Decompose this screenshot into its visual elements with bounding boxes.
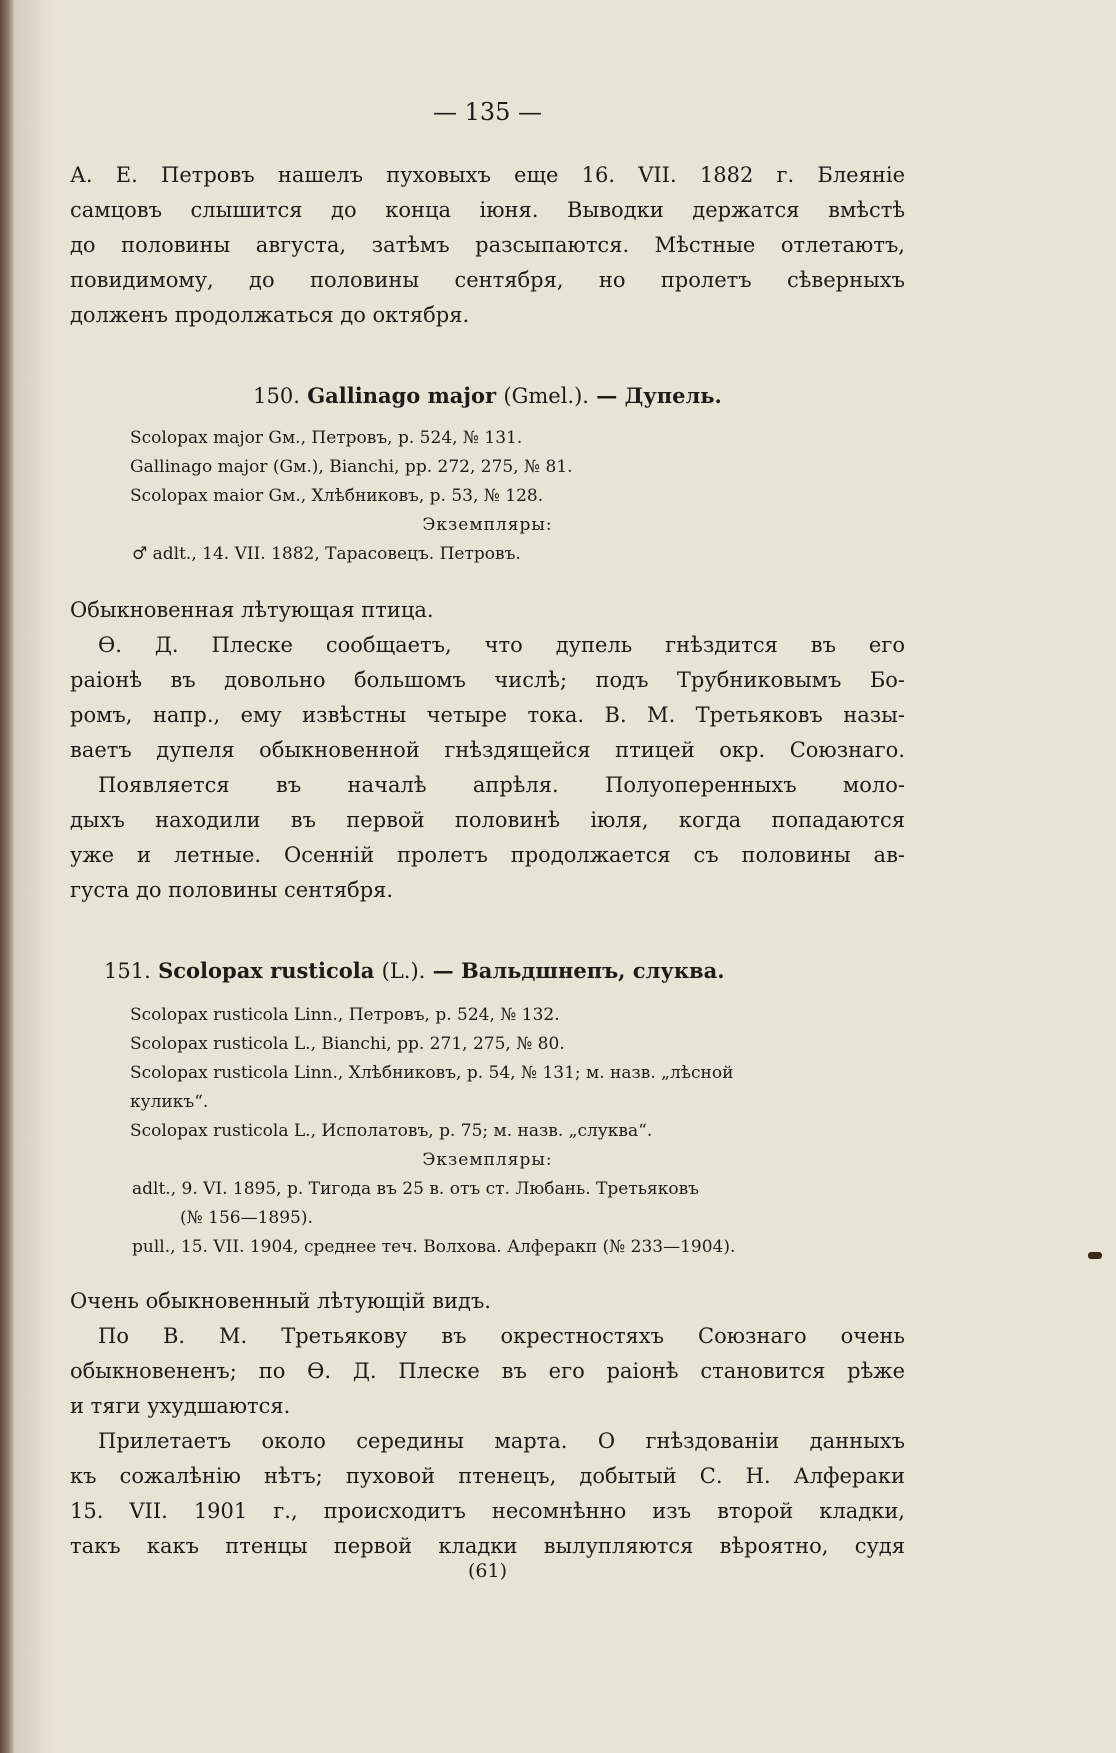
synonym-reference: Scolopax maior Gм., Хлѣбниковъ, p. 53, № 128. <box>130 486 544 506</box>
specimen-record: adlt., 9. VI. 1895, p. Тигода въ 25 в. отъ ст. Любань. Третьяковъ <box>132 1179 699 1199</box>
text-line: обыкновененъ; по Ѳ. Д. Плеске въ его раіонѣ становится рѣже <box>70 1359 905 1383</box>
synonym-reference: Scolopax rusticola Linn., Хлѣбниковъ, p. 54, № 131; м. назв. „лѣсной <box>130 1063 734 1083</box>
species-latin-name: Scolopax rusticola <box>158 958 375 983</box>
synonym-reference: Scolopax rusticola L., Исполатовъ, p. 75; м. назв. „слуква“. <box>130 1121 653 1141</box>
text-line: и тяги ухудшаются. <box>70 1394 291 1418</box>
page-footer-signature: (61) <box>467 1560 507 1582</box>
species-entry-150 <box>70 376 905 908</box>
text-line: А. Е. Петровъ нашелъ пуховыхъ еще 16. VII. 1882 г. Блеяніе <box>70 163 905 187</box>
synonym-reference: Scolopax major Gм., Петровъ, p. 524, № 131. <box>130 428 523 448</box>
species-number: 150. <box>253 384 300 408</box>
text-line: ваетъ дупеля обыкновенной гнѣздящейся птицей окр. Союзнаго. <box>70 738 905 762</box>
specimen-record: ♂ adlt., 14. VII. 1882, Тарасовецъ. Петровъ. <box>132 544 521 564</box>
text-line: самцовъ слышится до конца іюня. Выводки держатся вмѣстѣ <box>70 198 905 222</box>
synonym-reference: Gallinago major (Gм.), Bianchi, pp. 272, 275, № 81. <box>130 457 573 477</box>
text-line: долженъ продолжаться до октября. <box>70 303 470 327</box>
gutter-shadow <box>14 0 54 1753</box>
specimen-record: pull., 15. VII. 1904, среднее теч. Волхова. Алферакп (№ 233—1904). <box>132 1237 736 1257</box>
species-entry-151 <box>70 951 905 1564</box>
text-line: Обыкновенная лѣтующая птица. <box>70 598 434 622</box>
synonym-reference: Scolopax rusticola L., Bianchi, pp. 271, 275, № 80. <box>130 1034 565 1054</box>
text-line: раіонѣ въ довольно большомъ числѣ; подъ Трубниковымъ Бо- <box>70 668 905 692</box>
page-header-number: — 135 — <box>432 98 543 126</box>
text-line: дыхъ находили въ первой половинѣ іюля, когда попадаются <box>70 808 905 832</box>
margin-ink-mark <box>1088 1252 1102 1259</box>
species-latin-name: Gallinago major <box>307 383 497 408</box>
text-line: По В. М. Третьякову въ окрестностяхъ Союзнаго очень <box>98 1324 905 1348</box>
species-heading <box>70 376 905 416</box>
text-line: густа до половины сентября. <box>70 878 394 902</box>
text-line: Прилетаетъ около середины марта. О гнѣздованіи данныхъ <box>98 1429 905 1453</box>
book-spine <box>0 0 14 1753</box>
text-line: къ сожалѣнію нѣтъ; пуховой птенецъ, добытый С. Н. Алфераки <box>70 1464 905 1488</box>
text-line: ромъ, напр., ему извѣстны четыре тока. В. М. Третьяковъ назы- <box>70 703 905 727</box>
species-author: (Gmel.). <box>503 384 589 408</box>
text-line: 15. VII. 1901 г., происходитъ несомнѣнно изъ второй кладки, <box>70 1499 905 1523</box>
intro-paragraph <box>70 158 905 333</box>
specimen-record: (№ 156—1895). <box>180 1208 313 1228</box>
species-number: 151. <box>104 959 151 983</box>
species-common-name: — Дупель. <box>596 383 722 408</box>
synonym-reference: куликъ“. <box>130 1092 209 1112</box>
text-line: уже и летные. Осенній пролетъ продолжается съ половины ав- <box>70 843 905 867</box>
species-heading <box>70 951 905 991</box>
specimens-label: Экземпляры: <box>422 515 553 535</box>
text-line: Ѳ. Д. Плеске сообщаетъ, что дупель гнѣздится въ его <box>98 633 905 657</box>
species-common-name: — Вальдшнепъ, слуква. <box>432 958 725 983</box>
text-line: Появляется въ началѣ апрѣля. Полуоперенныхъ моло- <box>98 773 905 797</box>
specimens-label: Экземпляры: <box>422 1150 553 1170</box>
text-line: до половины августа, затѣмъ разсыпаются. Мѣстные отлетаютъ, <box>70 233 905 257</box>
text-line: повидимому, до половины сентября, но пролетъ сѣверныхъ <box>70 268 905 292</box>
synonym-reference: Scolopax rusticola Linn., Петровъ, p. 524, № 132. <box>130 1005 560 1025</box>
text-line: Очень обыкновенный лѣтующій видъ. <box>70 1289 491 1313</box>
species-author: (L.). <box>381 959 426 983</box>
text-line: такъ какъ птенцы первой кладки вылупляются вѣроятно, судя <box>70 1534 905 1558</box>
